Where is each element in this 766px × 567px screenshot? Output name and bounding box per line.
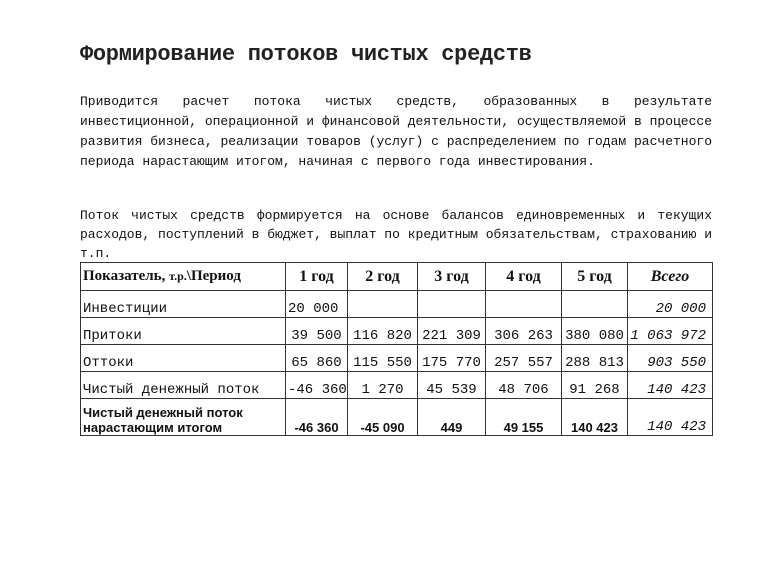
cell-value: 45 539 <box>418 372 486 399</box>
table-header-row <box>81 263 713 291</box>
cell-value <box>418 291 486 318</box>
header-year-1: 1 год <box>286 263 348 291</box>
row-label: Инвестиции <box>81 291 286 318</box>
table-row <box>81 372 713 399</box>
header-label-cell <box>81 263 286 291</box>
cell-value <box>486 291 562 318</box>
row-label: Притоки <box>81 318 286 345</box>
cell-value: 1 270 <box>348 372 418 399</box>
cell-total: 140 423 <box>628 399 713 436</box>
cell-value: 39 500 <box>286 318 348 345</box>
header-label-unit: т.р. <box>169 269 187 283</box>
cell-value: -46 360 <box>286 372 348 399</box>
header-year-3: 3 год <box>418 263 486 291</box>
cell-value: 380 080 <box>562 318 628 345</box>
cell-total: 1 063 972 <box>628 318 713 345</box>
cell-value: 115 550 <box>348 345 418 372</box>
cell-total: 903 550 <box>628 345 713 372</box>
header-label-main: Показатель, <box>83 268 166 284</box>
cash-flow-table <box>80 262 713 436</box>
header-year-5: 5 год <box>562 263 628 291</box>
cell-value: 449 <box>418 399 486 436</box>
intro-paragraph: Приводится расчет потока чистых средств, образованных в результате инвестиционной, операционной и финансовой деятельности, осуществляемой в процессе развития бизнеса, реализации товаров (услуг) с распределением по годам расчетного периода нарастающим итогом, начиная с первого года инвестирования. <box>80 94 712 169</box>
cell-value: -46 360 <box>286 399 348 436</box>
cell-total: 20 000 <box>628 291 713 318</box>
table-row <box>81 291 713 318</box>
cell-value: 48 706 <box>486 372 562 399</box>
cell-value: 257 557 <box>486 345 562 372</box>
cell-total: 140 423 <box>628 372 713 399</box>
cell-value: 116 820 <box>348 318 418 345</box>
cell-value: 175 770 <box>418 345 486 372</box>
cell-value: 306 263 <box>486 318 562 345</box>
cell-value <box>562 291 628 318</box>
table-row <box>81 399 713 436</box>
cell-value: 140 423 <box>562 399 628 436</box>
row-label: Чистый денежный поток нарастающим итогом <box>81 399 286 436</box>
cell-value: 49 155 <box>486 399 562 436</box>
cell-value: 288 813 <box>562 345 628 372</box>
row-label: Оттоки <box>81 345 286 372</box>
page-title: Формирование потоков чистых средств <box>80 42 532 67</box>
row-label: Чистый денежный поток <box>81 372 286 399</box>
header-year-2: 2 год <box>348 263 418 291</box>
table-row <box>81 318 713 345</box>
cell-value <box>348 291 418 318</box>
description-paragraph: Поток чистых средств формируется на основе балансов единовременных и текущих расходов, поступлений в бюджет, выплат по кредитным обязательствам, страхованию и т.п. <box>80 208 712 261</box>
cell-value: 91 268 <box>562 372 628 399</box>
cell-value: 20 000 <box>286 291 348 318</box>
header-label-period: \Период <box>186 268 241 284</box>
header-total: Всего <box>628 263 713 291</box>
header-year-4: 4 год <box>486 263 562 291</box>
cell-value: 221 309 <box>418 318 486 345</box>
table-row <box>81 345 713 372</box>
cell-value: 65 860 <box>286 345 348 372</box>
cell-value: -45 090 <box>348 399 418 436</box>
